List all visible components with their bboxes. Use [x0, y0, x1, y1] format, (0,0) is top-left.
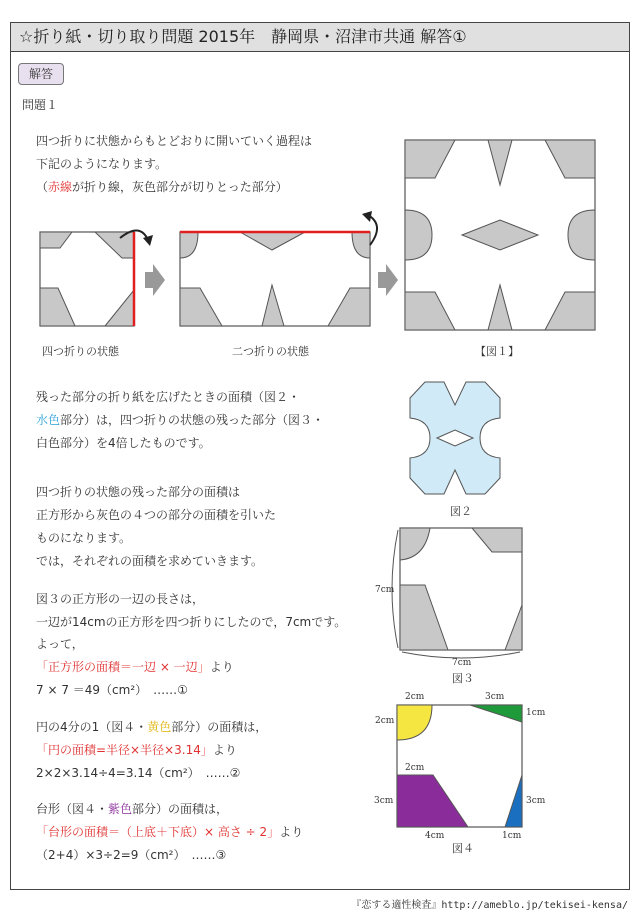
- caption-figure-1: 【図１】: [475, 345, 519, 358]
- fig4-left-bottom-dim: 3cm: [374, 796, 394, 806]
- caption-figure-2: 図２: [450, 505, 472, 518]
- next-arrow-icon: [145, 264, 165, 296]
- fig3-side-dim: 7cm: [375, 585, 395, 595]
- para4-line-3: 2×2×3.14÷4=3.14（cm²） ……②: [36, 766, 241, 780]
- fig4-left-top-dim: 2cm: [375, 716, 395, 726]
- fig4-top-left-dim: 2cm: [405, 692, 425, 702]
- para5-line-1: 台形（図４・紫色部分）の面積は，: [36, 802, 229, 816]
- footer-credit: 『恋する適性検査』http://ameblo.jp/tekisei-kensa/: [351, 900, 628, 911]
- caption-four-fold: 四つ折りの状態: [42, 345, 119, 358]
- fig4-right-bottom-dim: 3cm: [526, 796, 546, 806]
- para1-line-2: 水色部分）は，四つ折りの状態の残った部分（図３・: [36, 413, 325, 427]
- intro-line-2: 下記のようになります。: [36, 157, 168, 171]
- figure-2: [410, 382, 500, 494]
- para2-line-3: ものになります。: [36, 531, 132, 545]
- intro-line-1: 四つ折りに状態からもとどおりに開いていく過程は: [36, 134, 313, 148]
- para3-line-5: 7 × 7 ＝49（cm²） ……①: [36, 683, 188, 697]
- intro-line-3: （赤線が折り線，灰色部分が切りとった部分）: [36, 180, 288, 194]
- problem-label: 問題１: [22, 98, 59, 112]
- para1-line-1: 残った部分の折り紙を広げたときの面積（図２・: [36, 390, 301, 404]
- para2-line-2: 正方形から灰色の４つの部分の面積を引いた: [36, 508, 277, 522]
- fig4-mid-top-dim: 2cm: [405, 763, 425, 773]
- para3-line-2: 一辺が14cmの正方形を四つ折りにしたので，7cmです。: [36, 615, 347, 629]
- figure-1: [405, 140, 595, 330]
- para2-line-4: では，それぞれの面積を求めていきます。: [36, 554, 264, 568]
- para3-line-3: よって，: [36, 637, 84, 651]
- caption-figure-3: 図３: [452, 672, 474, 685]
- caption-figure-4: 図４: [452, 842, 474, 855]
- para4-line-2: 「円の面積=半径×半径×3.14」より: [36, 743, 237, 757]
- four-fold-square: [40, 230, 153, 326]
- fig4-bottom-right-dim: 1cm: [502, 831, 522, 841]
- answer-tag: 解答: [18, 63, 64, 85]
- fig4-right-top-dim: 1cm: [526, 708, 546, 718]
- para3-line-4: 「正方形の面積＝一辺 × 一辺」より: [36, 660, 234, 674]
- para3-line-1: 図３の正方形の一辺の長さは，: [36, 592, 205, 606]
- figure-3: [392, 528, 522, 658]
- caption-two-fold: 二つ折りの状態: [232, 345, 309, 358]
- two-fold-rectangle: [180, 211, 377, 326]
- fig4-bottom-left-dim: 4cm: [425, 831, 445, 841]
- para4-line-1: 円の4分の1（図４・黄色部分）の面積は，: [36, 720, 268, 734]
- page-title: ☆折り紙・切り取り問題 2015年 静岡県・沼津市共通 解答①: [10, 22, 630, 52]
- para2-line-1: 四つ折りの状態の残った部分の面積は: [36, 485, 241, 499]
- fig3-bottom-dim: 7cm: [452, 658, 472, 668]
- para5-line-3: （2+4）×3÷2=9（cm²） ……③: [36, 848, 227, 862]
- next-arrow-icon: [378, 264, 398, 296]
- para1-line-3: 白色部分）を4倍したものです。: [36, 436, 211, 450]
- para5-line-2: 「台形の面積＝（上底＋下底）× 高さ ÷ 2」より: [36, 825, 304, 839]
- fig4-top-right-dim: 3cm: [485, 692, 505, 702]
